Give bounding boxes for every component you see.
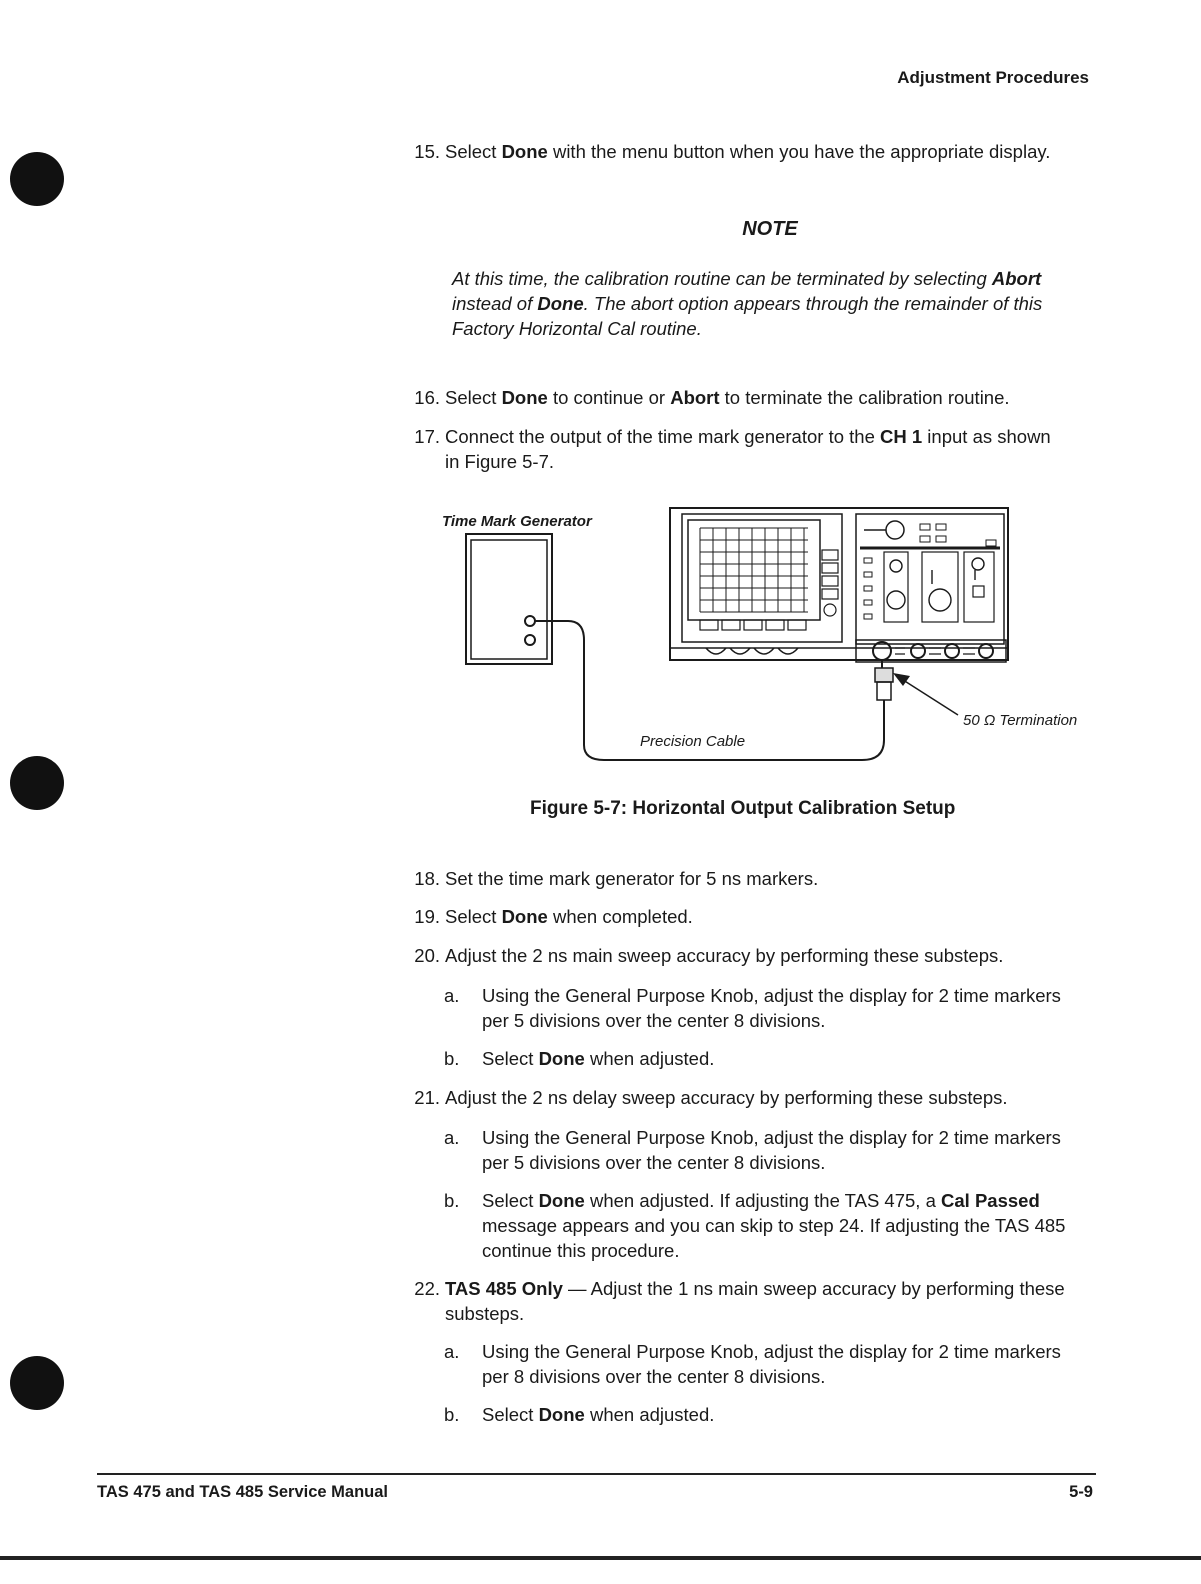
step-text: Select Done with the menu button when you have the appropriate display. <box>445 141 1051 162</box>
step-text: Adjust the 2 ns main sweep accuracy by performing these substeps. <box>445 945 1004 966</box>
setup-figure <box>430 500 1100 780</box>
step-text: Select Done to continue or Abort to terminate the calibration routine. <box>445 387 1010 408</box>
step-number: 15. <box>414 141 440 162</box>
bottom-edge-line <box>0 1556 1201 1560</box>
footer-manual-title: TAS 475 and TAS 485 Service Manual <box>97 1483 389 1501</box>
figure-caption: Figure 5-7: Horizontal Output Calibration Setup <box>530 798 956 819</box>
step-text: Adjust the 2 ns delay sweep accuracy by performing these substeps. <box>445 1087 1008 1108</box>
label-cable: Precision Cable <box>640 733 746 750</box>
time-mark-generator <box>466 534 552 664</box>
step-number: 20. <box>414 945 440 966</box>
generator-output-connector <box>525 616 535 626</box>
step-text: TAS 485 Only — Adjust the 1 ns main sweep accuracy by performing these substeps. <box>445 1278 1065 1324</box>
binder-hole <box>10 756 64 810</box>
step-number: 19. <box>414 906 440 927</box>
note-title: NOTE <box>742 218 798 240</box>
step-number: 21. <box>414 1087 440 1108</box>
binder-hole <box>10 152 64 206</box>
step-number: 18. <box>414 868 440 889</box>
label-generator: Time Mark Generator <box>442 513 592 530</box>
step-text: Set the time mark generator for 5 ns markers. <box>445 868 819 889</box>
step-number: 22. <box>414 1278 440 1299</box>
oscilloscope <box>670 508 1008 660</box>
label-termination: 50 Ω Termination <box>963 712 1078 729</box>
step-number: 17. <box>414 426 440 447</box>
step-number: 16. <box>414 387 440 408</box>
step-text: Connect the output of the time mark generator to the CH 1 input as shown in Figure 5-7. <box>445 426 1051 472</box>
binder-hole <box>10 1356 64 1410</box>
footer-divider <box>97 1473 1096 1475</box>
step-text: Select Done when completed. <box>445 906 693 927</box>
termination <box>875 668 893 682</box>
note-body: At this time, the calibration routine can be terminated by selecting Abort instead of Done. The abort option appears through the remainder of this Factory Horizontal Cal routine. <box>452 268 1043 339</box>
page-header: Adjustment Procedures <box>897 68 1089 87</box>
page-number: 5-9 <box>1069 1483 1093 1501</box>
scope-screen <box>688 520 820 620</box>
